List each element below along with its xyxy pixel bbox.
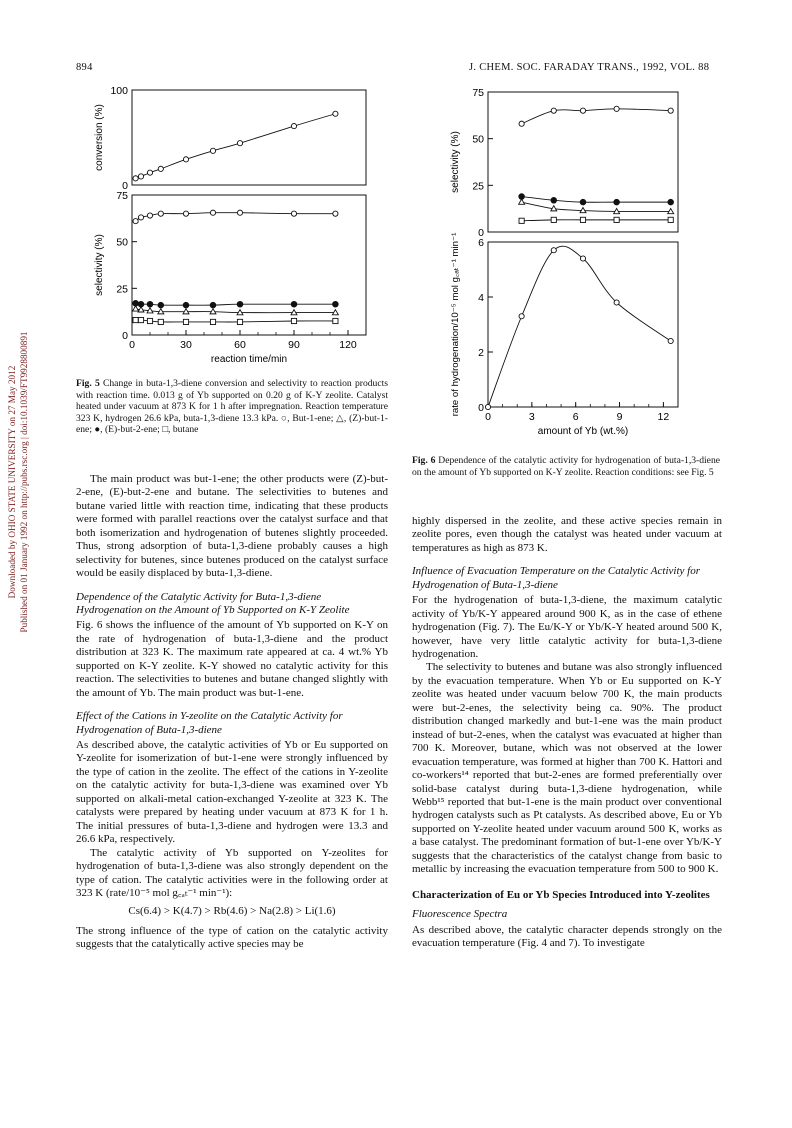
y-tick-label: 4 — [478, 292, 484, 304]
fig5-caption-label: Fig. 5 — [76, 378, 100, 389]
download-watermark — [6, 232, 30, 732]
data-point — [580, 199, 586, 205]
section-heading-cations: Effect of the Cations in Y-zeolite on the Catalytic Activity for Hydrogenation of Buta-1,3-diene — [76, 710, 343, 736]
y-tick-label: 6 — [478, 237, 484, 249]
body-paragraph: For the hydrogenation of buta-1,3-diene, the maximum catalytic activity of Yb/K-Y appeared around 900 K, as in the case of ethene hydrogenation (Fig. 7). The Eu/K-Y or Yb/K-Y heated around 500 K, however, have very little catalytic activity for buta-1,3-diene hydrogenation. — [412, 594, 722, 660]
data-point — [668, 108, 673, 113]
x-tick-label: 60 — [234, 339, 246, 351]
data-point — [158, 211, 163, 216]
figure-6 — [436, 84, 696, 450]
data-point — [158, 166, 163, 171]
data-point — [519, 199, 525, 204]
data-point — [614, 217, 619, 222]
data-point — [237, 301, 243, 307]
data-point — [291, 124, 296, 129]
data-point — [291, 211, 296, 216]
x-tick-label: 30 — [180, 339, 192, 351]
data-point — [237, 210, 242, 215]
data-point — [133, 176, 138, 181]
watermark-line-published: Published on 01 January 1992 on http://pubs.rsc.org | doi:10.1039/FT9928800891 — [19, 331, 29, 633]
data-point — [668, 338, 673, 343]
data-point — [668, 217, 673, 222]
plot-frame — [132, 90, 366, 185]
y-axis-label: rate of hydrogenation/10⁻⁵ mol g꜀ₐₜ⁻¹ min⁻¹ — [450, 232, 461, 417]
data-point — [210, 319, 215, 324]
body-paragraph: The main product was but-1-ene; the other products were (Z)-but-2-ene, (E)-but-2-ene and butane. The selectivities to butenes and butane varied little with reaction time, indicating that these products were formed with parallel reactions over the catalyst surface and that both isomerization and hydrogenation of butenes slightly proceeded. Thus, strong adsorption of buta-1,3-diene probably causes a high selectivity for butenes, since butenes produced on the catalyst surface would be easily displaced by buta-1,3-diene. — [76, 473, 388, 580]
y-tick-label: 25 — [116, 283, 128, 296]
data-point — [133, 306, 139, 311]
x-tick-label: 0 — [129, 339, 135, 351]
data-point — [210, 302, 216, 308]
x-tick-label: 120 — [339, 339, 357, 351]
data-point — [551, 108, 556, 113]
x-axis-label: amount of Yb (wt.%) — [537, 426, 629, 437]
body-paragraph: The catalytic activity of Yb supported on Y-zeolites for hydrogenation of buta-1,3-diene was also strongly dependent on the type of cation. The catalytic activities were in the following order at 323 K (rate/10⁻⁵ mol g꜀ₐₜ⁻¹ min⁻¹): — [76, 846, 388, 899]
section-heading-yb-amount: Dependence of the Catalytic Activity for Buta-1,3-diene Hydrogenation on the Amount of Yb Supported on K-Y Zeolite — [76, 590, 350, 617]
subsection-heading-fluorescence: Fluorescence Spectra — [412, 908, 508, 921]
data-point — [183, 157, 188, 162]
y-tick-label: 0 — [122, 330, 128, 342]
right-column — [412, 515, 722, 950]
series-line — [522, 220, 671, 221]
y-axis-label: conversion (%) — [94, 104, 105, 171]
data-point — [237, 141, 242, 146]
data-point — [614, 199, 620, 205]
body-paragraph: As described above, the catalytic activities of Yb or Eu supported on Y-zeolite for isomerization of but-1-ene were strongly influenced by the type of cation in the zeolite. The effect of the cations in Y-zeolite on the catalytic activity for buta-1,3-diene was examined over Yb supported on alkali-metal cation-exchanged Y-zeolite at 323 K. The catalysts were prepared by heating under vacuum at 873 K for 1 h. The initial pressures of buta-1,3-diene and hydrogen were 13.3 and 26.6 kPa, respectively. — [76, 738, 388, 846]
data-point — [333, 318, 338, 323]
series-line — [136, 213, 336, 222]
y-tick-label: 0 — [122, 180, 128, 192]
x-tick-label: 6 — [572, 411, 579, 423]
section-heading-evacuation: Influence of Evacuation Temperature on the Catalytic Activity for Hydrogenation of Buta-1,3-diene — [412, 565, 700, 591]
data-point — [183, 302, 189, 308]
series-line — [522, 202, 671, 211]
data-point — [614, 106, 619, 111]
data-point — [237, 319, 242, 324]
data-point — [519, 218, 524, 223]
journal-header: J. CHEM. SOC. FARADAY TRANS., 1992, VOL. 88 — [469, 62, 710, 73]
series-line — [522, 109, 671, 124]
plot-frame — [132, 195, 366, 335]
data-point — [147, 318, 152, 323]
data-point — [210, 210, 215, 215]
data-point — [551, 217, 556, 222]
fig5-caption-text: Change in buta-1,3-diene conversion and selectivity to reaction products with reaction time. 0.013 g of Yb supported on 0.20 g of K-Y zeolite. Catalyst heated under vacuum at 873 K for 1 h after impregnation. Reaction temperature 323 K, hydrogen 26.6 kPa, buta-1,3-diene 13.3 kPa. ○, But-1-ene; △, (Z)-but-1-ene; ●, (E)-but-2-ene; □, butane — [76, 378, 388, 436]
data-point — [291, 318, 296, 323]
body-paragraph: The selectivity to butenes and butane was also strongly influenced by the evacuation temperature. When Yb or Eu supported on K-Y zeolite was heated under vacuum below 700 K, the main products were but-2-enes, the selectivity being ca. 90%. The product distribution changed markedly and but-1-ene was the main product instead of but-2-enes, when the catalyst was evacuated at higher than 700 K. Moreover, butane, which was not observed at the lower evacuation temperature, was formed at higher than 700 K. Hattori and co-workers¹⁴ reported that but-2-enes are formed preferentially over solid-base catalyst during buta-1,3-diene hydrogenation, while Webb¹⁵ reported that but-1-ene is the main product over conventional hydrogen catalysts such as Pt catalysts. As described above, Eu or Yb supported on Y-zeolite heated under vacuum around 500 K, works as a base catalyst. The predominant formation of but-1-ene over Yb/K-Y suggests that the characteristics of the catalyst change from basic to metallic by increasing the evacuation temperature from 500 to 900 K. — [412, 661, 722, 876]
y-tick-label: 100 — [110, 85, 128, 97]
data-point — [147, 170, 152, 175]
figure-5 — [70, 82, 390, 372]
fig6-rate-panel — [450, 233, 678, 437]
data-point — [133, 317, 138, 322]
y-tick-label: 0 — [478, 402, 484, 414]
fig6-caption-label: Fig. 6 — [412, 455, 436, 466]
data-point — [147, 213, 152, 218]
data-point — [291, 301, 297, 307]
fig5-conversion-panel — [94, 85, 366, 192]
body-paragraph: As described above, the catalytic character depends strongly on the evacuation temperature (Fig. 4 and 7). To investigate — [412, 923, 722, 949]
section-heading-characterization: Characterization of Eu or Yb Species Introduced into Y-zeolites — [412, 888, 710, 901]
fig5-caption — [76, 378, 388, 436]
data-point — [138, 215, 143, 220]
y-axis-label: selectivity (%) — [450, 131, 461, 193]
data-point — [158, 302, 164, 308]
data-point — [333, 111, 338, 116]
data-point — [519, 121, 524, 126]
data-point — [183, 211, 188, 216]
data-point — [183, 319, 188, 324]
page-number: 894 — [76, 62, 93, 73]
data-point — [551, 248, 556, 253]
data-point — [519, 314, 524, 319]
data-point — [614, 300, 619, 305]
data-point — [333, 211, 338, 216]
x-tick-label: 90 — [288, 339, 300, 351]
y-tick-label: 2 — [478, 347, 484, 359]
watermark-line-downloaded: Downloaded by OHIO STATE UNIVERSITY on 27 May 2012 — [7, 365, 17, 599]
y-tick-label: 75 — [116, 190, 128, 202]
data-point — [138, 317, 143, 322]
left-column — [76, 473, 388, 952]
fig6-selectivity-panel — [450, 87, 678, 239]
data-point — [133, 300, 139, 306]
series-line — [136, 114, 336, 179]
y-tick-label: 25 — [472, 180, 484, 193]
data-point — [133, 219, 138, 224]
data-point — [333, 301, 339, 307]
data-point — [138, 301, 144, 307]
plot-frame — [488, 242, 678, 407]
y-axis-label: selectivity (%) — [94, 234, 105, 296]
y-tick-label: 75 — [472, 87, 484, 99]
y-tick-label: 0 — [478, 227, 484, 239]
body-paragraph: Fig. 6 shows the influence of the amount of Yb supported on K-Y on the rate of hydrogenation of buta-1,3-diene and the product distribution at 323 K. The maximum rate appeared at ca. 4 wt.% Yb supported on K-Y zeolite. K-Y showed no catalytic activity for this reaction. The selectivities to butenes and butane changed slightly with the amount of Yb. The main product was but-1-ene. — [76, 619, 388, 699]
data-point — [158, 319, 163, 324]
data-point — [580, 217, 585, 222]
data-point — [485, 404, 490, 409]
data-point — [580, 108, 585, 113]
fig5-selectivity-panel — [94, 190, 366, 365]
data-point — [580, 256, 585, 261]
data-point — [551, 197, 557, 203]
series-line — [488, 246, 671, 407]
series-line — [136, 309, 336, 313]
data-point — [138, 174, 143, 179]
series-line — [136, 320, 336, 322]
fig6-caption — [412, 455, 720, 478]
y-tick-label: 50 — [472, 133, 484, 146]
data-point — [147, 301, 153, 307]
y-tick-label: 50 — [116, 236, 128, 249]
x-axis-label: reaction time/min — [210, 354, 288, 365]
series-line — [136, 303, 336, 305]
fig6-caption-text: Dependence of the catalytic activity for hydrogenation of buta-1,3-diene on the amount of Yb supported on K-Y zeolite. Reaction conditions: see Fig. 5 — [412, 455, 720, 478]
x-tick-label: 12 — [657, 411, 670, 423]
data-point — [668, 199, 674, 205]
series-line — [522, 197, 671, 203]
body-paragraph: highly dispersed in the zeolite, and these active species remain in zeolite pores, even though the catalyst was heated under vacuum at temperatures as high as 873 K. — [412, 515, 722, 554]
x-tick-label: 3 — [528, 411, 535, 423]
x-tick-label: 0 — [485, 411, 491, 423]
body-paragraph: The strong influence of the type of cation on the catalytic activity suggests that the catalytically active species may be — [76, 924, 388, 951]
data-point — [210, 148, 215, 153]
activity-order-equation: Cs(6.4) > K(4.7) > Rb(4.6) > Na(2.8) > Li(1.6) — [128, 905, 336, 918]
x-tick-label: 9 — [616, 411, 623, 423]
